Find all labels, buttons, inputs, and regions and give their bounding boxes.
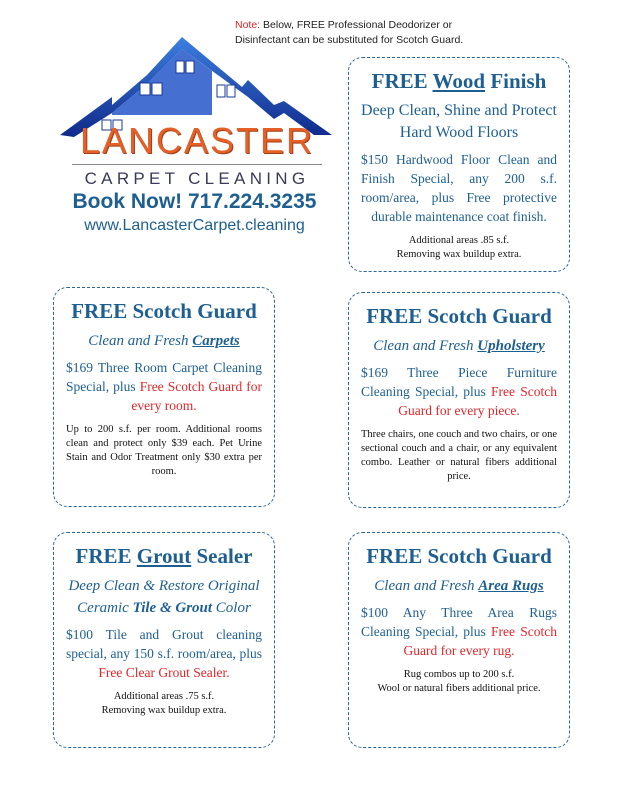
coupon-subtitle: Deep Clean, Shine and Protect Hard Wood Floors — [361, 102, 557, 141]
sub-part: Clean and Fresh — [373, 338, 478, 354]
coupon-scotch-guard-upholstery — [348, 292, 570, 508]
sub-emphasis: Carpets — [192, 333, 240, 349]
title-emphasis: Wood — [432, 69, 486, 93]
body-part: $100 Any Three Area Rugs Cleaning Special, plus — [361, 605, 557, 639]
brand-subtitle: CARPET CLEANING — [72, 164, 322, 190]
fine-line: Wool or natural fibers additional price. — [377, 683, 541, 694]
brand — [62, 122, 332, 190]
coupon-body: $150 Hardwood Floor Clean and Finish Special, any 200 s.f. room/area, plus Free protective durable maintenance coat finish. — [361, 152, 557, 224]
note-text: Below, FREE Professional Deodorizer or Disinfectant can be substituted for Scotch Guard. — [235, 19, 464, 46]
coupon-body — [66, 625, 262, 682]
title-emphasis: Grout — [136, 544, 192, 568]
title-part: FREE — [75, 544, 137, 568]
coupon-title: FREE Scotch Guard — [366, 304, 552, 328]
coupon-fine-print — [66, 690, 262, 718]
sub-part: Clean and Fresh — [88, 333, 193, 349]
sub-emphasis: Area Rugs — [478, 578, 544, 594]
body-highlight: Free Scotch Guard for every rug. — [403, 624, 558, 658]
coupon-fine-print: Up to 200 s.f. per room. Additional rooms clean and protect only $39 each. Pet Urine Stain and Odor Treatment only $30 extra per room. — [66, 424, 262, 477]
fine-line: Removing wax buildup extra. — [101, 705, 227, 716]
fine-line: Removing wax buildup extra. — [396, 249, 522, 260]
title-part: FREE — [371, 69, 433, 93]
body-highlight: Free Scotch Guard for every piece. — [398, 384, 558, 418]
title-part: Finish — [485, 69, 547, 93]
sub-part: Clean and Fresh — [374, 578, 479, 594]
fine-line: Additional areas .75 s.f. — [113, 691, 215, 702]
fine-line: Additional areas .85 s.f. — [408, 235, 510, 246]
website-link[interactable]: www.LancasterCarpet.cleaning — [84, 217, 305, 234]
coupon-title — [361, 68, 557, 94]
coupon-subtitle — [66, 330, 262, 352]
coupon-title — [66, 543, 262, 569]
sub-part: Color — [212, 600, 251, 616]
coupon-wood-finish — [348, 57, 570, 272]
coupon-fine-print — [361, 234, 557, 262]
body-highlight: Free Scotch Guard for every room. — [131, 379, 262, 413]
coupon-body — [361, 603, 557, 660]
book-now-phone[interactable]: Book Now! 717.224.3235 — [72, 190, 317, 213]
coupon-subtitle — [361, 575, 557, 597]
body-part: $169 Three Room Carpet Cleaning Special, plus — [66, 360, 262, 394]
coupon-scotch-guard-carpets — [53, 287, 275, 507]
coupon-body — [66, 358, 262, 415]
body-part: $100 Tile and Grout cleaning special, any 150 s.f. room/area, plus — [66, 627, 262, 661]
coupon-body — [361, 363, 557, 420]
sub-emphasis: Tile & Grout — [132, 600, 213, 616]
coupon-grout-sealer — [53, 532, 275, 748]
coupon-fine-print — [361, 668, 557, 696]
sub-emphasis: Upholstery — [477, 338, 545, 354]
note-label: Note: — [235, 19, 261, 31]
coupon-title: FREE Scotch Guard — [366, 544, 552, 568]
coupon-subtitle — [361, 335, 557, 357]
sub-part: Deep Clean & Restore Original Ceramic — [68, 578, 260, 616]
title-part: Sealer — [191, 544, 253, 568]
body-highlight: Free Clear Grout Sealer. — [98, 665, 230, 680]
coupon-subtitle — [66, 575, 262, 619]
coupon-fine-print: Three chairs, one couch and two chairs, or one sectional couch and a chair, or any equivalent combo. Leather or natural fibers additional price. — [361, 429, 557, 482]
coupon-scotch-guard-rugs — [348, 532, 570, 748]
fine-line: Rug combos up to 200 s.f. — [403, 669, 515, 680]
coupon-title: FREE Scotch Guard — [71, 299, 257, 323]
brand-name: LANCASTER — [79, 120, 315, 161]
body-part: $169 Three Piece Furniture Cleaning Special, plus — [361, 365, 557, 399]
